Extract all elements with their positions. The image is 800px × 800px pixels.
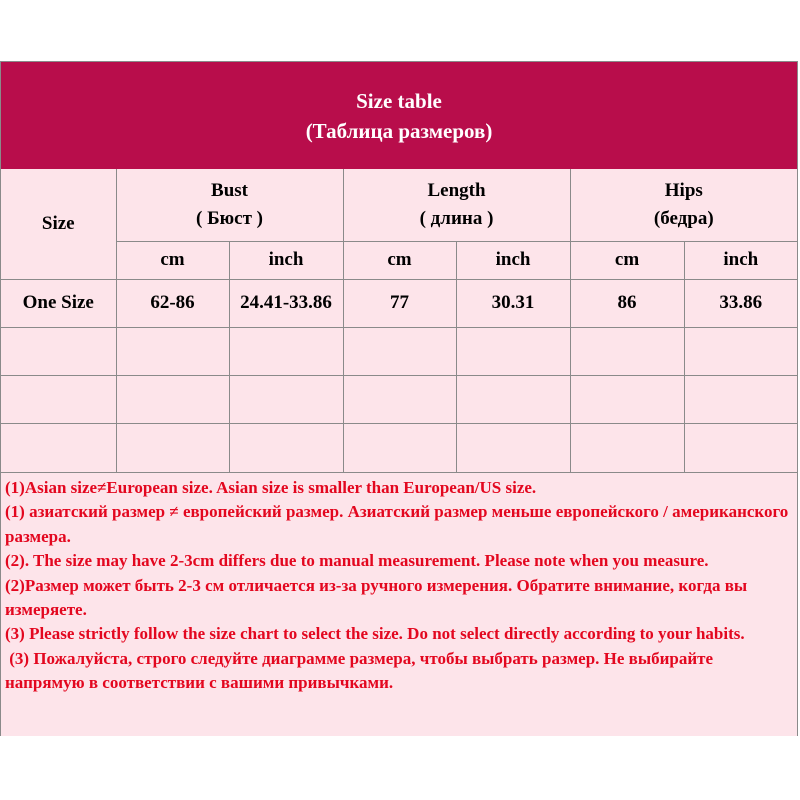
length-label-local: ( длина ) (419, 207, 494, 229)
size-chart (0, 61, 798, 736)
hips-column-header (570, 169, 797, 241)
empty-cell (116, 327, 229, 375)
note-3-en: (3) Please strictly follow the size chart to select the size. Do not select directly according to your habits. (5, 624, 745, 644)
empty-cell (1, 327, 116, 375)
value-cell: 62-86 (116, 279, 229, 327)
empty-cell (456, 423, 570, 472)
empty-cell (116, 375, 229, 423)
note-2-en: (2). The size may have 2-3cm differs due to manual measurement. Please note when you measure. (5, 551, 709, 571)
note-3-ru: (3) Пожалуйста, строго следуйте диаграмме размера, чтобы выбрать размер. Не выбирайте напрямую в соответствии с вашими привычками. (5, 648, 718, 693)
empty-cell (456, 375, 570, 423)
empty-cell (570, 423, 684, 472)
empty-cell (116, 423, 229, 472)
empty-row (1, 327, 797, 375)
empty-cell (570, 375, 684, 423)
value-cell: 86 (570, 279, 684, 327)
bust-label-local: ( Бюст ) (196, 207, 264, 229)
empty-cell (684, 423, 797, 472)
unit-cell: inch (229, 241, 343, 279)
empty-cell (1, 375, 116, 423)
note-1-en: (1)Asian size≠European size. Asian size is smaller than European/US size. (5, 478, 537, 497)
length-label: Length (427, 179, 486, 201)
unit-cell: cm (343, 241, 456, 279)
table-header-row (1, 169, 797, 241)
empty-cell (229, 423, 343, 472)
empty-cell (229, 327, 343, 375)
bust-label: Bust (211, 179, 248, 201)
page-title: Size table (356, 88, 442, 113)
note-2-ru: (2)Размер может быть 2-3 см отличается из-за ручного измерения. Обратите внимание, когда вы измеряете. (5, 575, 748, 620)
size-table (1, 169, 797, 473)
empty-cell (343, 375, 456, 423)
empty-row (1, 375, 797, 423)
unit-cell: cm (570, 241, 684, 279)
bust-column-header (116, 169, 343, 241)
size-column-header: Size (1, 169, 116, 279)
size-table-header (1, 62, 797, 169)
length-column-header (343, 169, 570, 241)
size-cell: One Size (1, 279, 116, 327)
units-row (1, 241, 797, 279)
empty-cell (343, 327, 456, 375)
empty-cell (456, 327, 570, 375)
empty-cell (570, 327, 684, 375)
note-1-ru: (1) азиатский размер ≠ европейский размер. Азиатский размер меньше европейского / американского размера. (5, 502, 789, 546)
size-notes (1, 472, 797, 736)
empty-row (1, 423, 797, 472)
empty-cell (229, 375, 343, 423)
empty-cell (1, 423, 116, 472)
value-cell: 33.86 (684, 279, 797, 327)
unit-cell: inch (684, 241, 797, 279)
empty-cell (684, 327, 797, 375)
hips-label-local: (бедра) (653, 207, 714, 229)
value-cell: 30.31 (456, 279, 570, 327)
empty-cell (343, 423, 456, 472)
hips-label: Hips (664, 179, 703, 201)
table-row (1, 279, 797, 327)
empty-cell (684, 375, 797, 423)
value-cell: 24.41-33.86 (229, 279, 343, 327)
value-cell: 77 (343, 279, 456, 327)
page-subtitle: (Таблица размеров) (305, 118, 493, 143)
unit-cell: cm (116, 241, 229, 279)
unit-cell: inch (456, 241, 570, 279)
